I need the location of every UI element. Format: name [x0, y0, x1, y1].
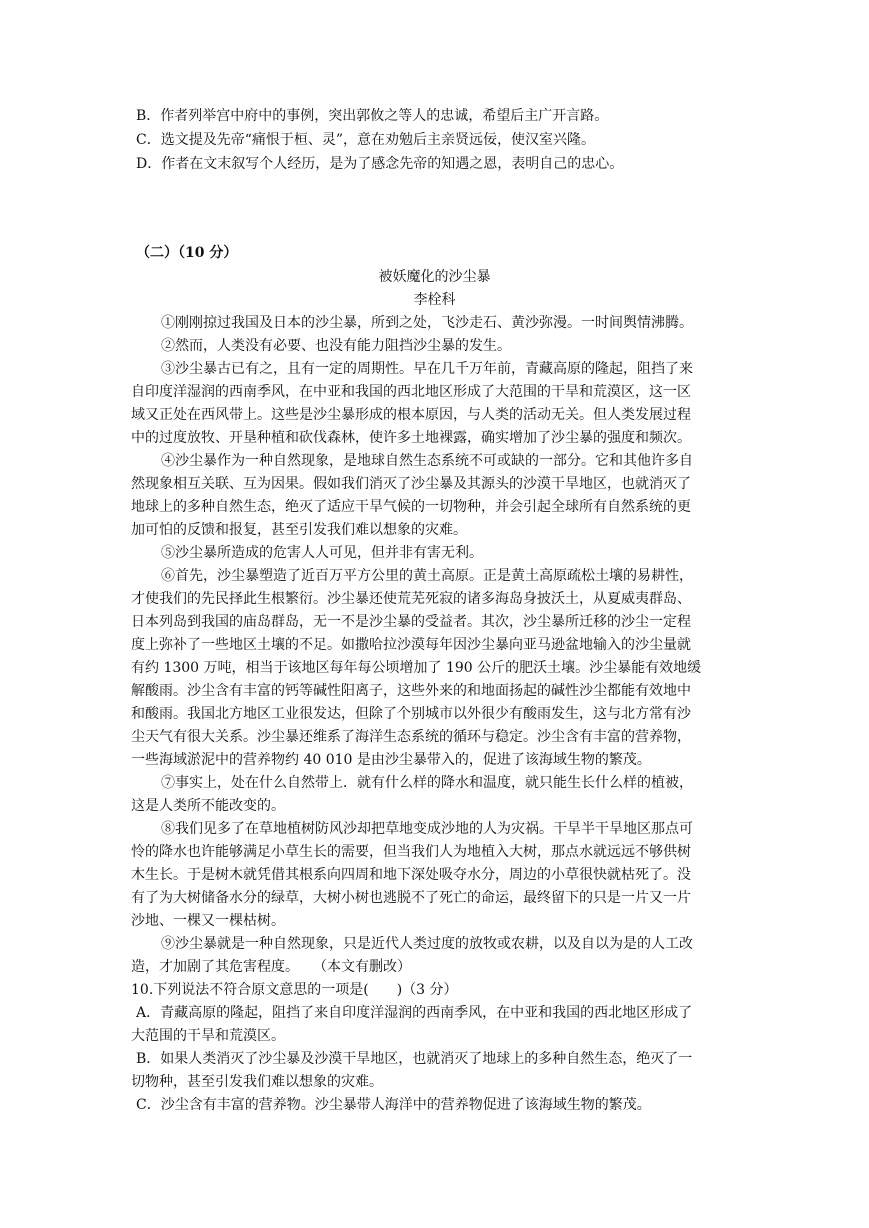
- article-line: ⑧我们见多了在草地植树防风沙却把草地变成沙地的人为灾祸。干旱半干旱地区那点可: [161, 821, 693, 837]
- article-line: ⑦事实上，处在什么自然带上．就有什么样的降水和温度，就只能生长什么样的植被，: [161, 775, 693, 791]
- article-author: 李栓科: [413, 292, 456, 308]
- option-b-cont: 切物种，甚至引发我们难以想象的灾难。: [131, 1074, 383, 1090]
- article-line: 有约 1300 万吨，相当于该地区每年每公顷增加了 190 公斤的肥沃土壤。沙尘暴能有效地缓: [131, 660, 702, 676]
- article-line: 加可怕的反馈和报复，甚至引发我们难以想象的灾难。: [131, 522, 467, 538]
- article-line: 有了为大树储备水分的绿草，大树小树也逃脱不了死亡的命运，最终留下的只是一片又一片: [131, 890, 691, 906]
- article-line: ①刚刚掠过我国及日本的沙尘暴，所到之处，飞沙走石、黄沙弥漫。一时间舆情沸腾。: [161, 315, 693, 331]
- article-line: ②然而，人类没有必要、也没有能力阻挡沙尘暴的发生。: [161, 338, 511, 354]
- article-line: 度上弥补了一些地区土壤的不足。如撒哈拉沙漠每年因沙尘暴向亚马逊盆地输入的沙尘量就: [131, 637, 691, 653]
- article-line: ⑨沙尘暴就是一种自然现象，只是近代人类过度的放牧或农耕，以及自以为是的人工改: [161, 936, 693, 952]
- section-heading: （二）（10 分）: [136, 245, 238, 261]
- article-line: 日本列岛到我国的庙岛群岛，无一不是沙尘暴的受益者。其次，沙尘暴所迁移的沙尘一定程: [131, 614, 691, 630]
- article-line: 尘天气有很大关系。沙尘暴还维系了海洋生态系统的循环与稳定。沙尘含有丰富的营养物，: [131, 729, 691, 745]
- article-line: 然现象相互关联、互为因果。假如我们消灭了沙尘暴及其源头的沙漠干旱地区，也就消灭了: [131, 476, 691, 492]
- option-b: B．如果人类消灭了沙尘暴及沙漠干旱地区，也就消灭了地球上的多种自然生态，绝灭了一: [136, 1051, 693, 1067]
- article-title: 被妖魔化的沙尘暴: [378, 269, 491, 285]
- article-line: ③沙尘暴古已有之，且有一定的周期性。早在几千万年前，青藏高原的隆起，阻挡了来: [161, 361, 693, 377]
- question-10-stem: 10.下列说法不符合原文意思的一项是( )（3 分）: [131, 982, 458, 998]
- article-line: 才使我们的先民择此生根繁衍。沙尘暴还使荒芜死寂的诸多海岛身披沃土，从夏威夷群岛、: [131, 591, 691, 607]
- option-d: D．作者在文末叙写个人经历，是为了感念先帝的知遇之恩，表明自己的忠心。: [136, 156, 624, 172]
- article-line: 木生长。于是树木就凭借其根系向四周和地下深处吸夺水分，周边的小草很快就枯死了。没: [131, 867, 691, 883]
- option-a-cont: 大范围的干旱和荒漠区。: [131, 1028, 285, 1044]
- article-line: 怜的降水也许能够满足小草生长的需要，但当我们人为地植入大树，那点水就远远不够供树: [131, 844, 691, 860]
- option-a: A．青藏高原的隆起，阻挡了来自印度洋湿润的西南季风，在中亚和我国的西北地区形成了: [136, 1005, 693, 1021]
- article-line: ⑥首先，沙尘暴塑造了近百万平方公里的黄土高原。正是黄土高原疏松土壤的易耕性，: [161, 568, 693, 584]
- article-line: ⑤沙尘暴所造成的危害人人可见，但并非有害无利。: [161, 545, 483, 561]
- article-line: 地球上的多种自然生态，绝灭了适应干旱气候的一切物种，并会引起全球所有自然系统的更: [131, 499, 691, 515]
- article-line: 域又正处在西风带上。这些是沙尘暴形成的根本原因，与人类的活动无关。但人类发展过程: [131, 407, 691, 423]
- option-c: C．沙尘含有丰富的营养物。沙尘暴带人海洋中的营养物促进了该海域生物的繁茂。: [136, 1097, 651, 1113]
- article-line: 造，才加剧了其危害程度。 （本文有删改）: [131, 959, 411, 975]
- option-c: C．选文提及先帝“痛恨于桓、灵”，意在劝勉后主亲贤远佞，使汉室兴隆。: [136, 132, 596, 148]
- article-line: 和酸雨。我国北方地区工业很发达，但除了个别城市以外很少有酸雨发生，这与北方常有沙: [131, 706, 691, 722]
- article-line: 一些海域淤泥中的营养物约 40 010 是由沙尘暴带入的，促进了该海域生物的繁茂。: [131, 752, 651, 768]
- article-line: ④沙尘暴作为一种自然现象，是地球自然生态系统不可或缺的一部分。它和其他许多自: [161, 453, 693, 469]
- article-line: 自印度洋湿润的西南季风，在中亚和我国的西北地区形成了大范围的干旱和荒漠区，这一区: [131, 384, 691, 400]
- option-b: B．作者列举宫中府中的事例，突出郭攸之等人的忠诚，希望后主广开言路。: [136, 108, 609, 124]
- article-line: 解酸雨。沙尘含有丰富的钙等碱性阳离子，这些外来的和地面扬起的碱性沙尘都能有效地中: [131, 683, 691, 699]
- article-line: 这是人类所不能改变的。: [131, 798, 285, 814]
- article-line: 沙地、一棵又一棵枯树。: [131, 913, 285, 929]
- article-line: 中的过度放牧、开垦种植和砍伐森林，使许多土地裸露，确实增加了沙尘暴的强度和频次。: [131, 430, 691, 446]
